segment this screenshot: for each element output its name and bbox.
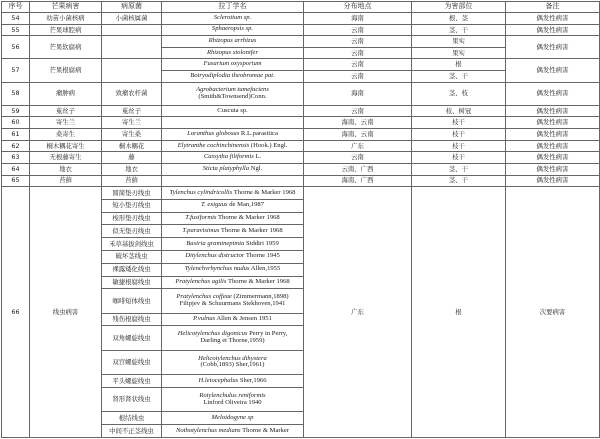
row-no: 60 <box>2 117 30 129</box>
table-row <box>2 129 600 141</box>
latin-authority: Sher,1966 <box>238 376 267 384</box>
latin-italic: Tylenchvrhynchus nudus <box>184 265 250 273</box>
latin-italic: Rhizopus arrhizus <box>208 37 257 45</box>
latin-authority: de Man,1987 <box>227 201 265 209</box>
row-no: 57 <box>2 59 30 82</box>
row-distribution: 海南 <box>304 13 412 25</box>
row-pathogen: 小菌核属菌 <box>102 13 162 25</box>
row-pathogen: 菟丝子 <box>102 105 162 117</box>
row-pathogen: 双角螺旋线虫 <box>102 326 162 350</box>
header-row <box>2 2 600 13</box>
latin-authority: Thorne & Marker 1968 <box>226 277 290 285</box>
row-part: 根 <box>412 187 506 438</box>
latin-authority-line2: (Cobb,1893) Sher,1961) <box>200 361 265 369</box>
row-no: 66 <box>2 187 30 438</box>
latin-italic: Loranthus globosus <box>187 129 240 137</box>
row-pathogen: 裸露矮化线虫 <box>102 263 162 276</box>
row-pathogen: 藤 <box>102 152 162 164</box>
latin-authority: Thorne & Marker <box>240 426 290 434</box>
disease-table <box>1 1 600 438</box>
row-latin <box>162 36 304 48</box>
latin-text: Cuscuta sp. <box>217 106 248 114</box>
row-note: 偶发性病害 <box>506 152 600 164</box>
row-latin <box>162 276 304 289</box>
row-pathogen: 平头螺旋线虫 <box>102 375 162 388</box>
latin-authority: Thorne & Marker 1968 <box>232 188 296 196</box>
row-disease: 桐木耦花寄生 <box>30 140 102 152</box>
row-disease: 无根藤寄生 <box>30 152 102 164</box>
row-disease: 地衣 <box>30 163 102 175</box>
row-latin <box>162 313 304 326</box>
row-disease: 瘤肿病 <box>30 82 102 105</box>
row-latin <box>162 289 304 313</box>
table-row <box>2 175 600 187</box>
row-disease: 苔藓 <box>30 175 102 187</box>
latin-italic: Nothotylenchus medians <box>175 426 241 434</box>
row-distribution: 海南 <box>304 82 412 105</box>
latin-italic: Botryodiplodia theobromae pat. <box>190 71 275 79</box>
latin-authority: Thorne & Marker 1968 <box>216 214 280 222</box>
row-pathogen: 咖啡短体线虫 <box>102 289 162 313</box>
row-latin <box>162 238 304 251</box>
row-pathogen: 苔藓 <box>102 175 162 187</box>
latin-italic: T. exiguus <box>200 201 228 209</box>
latin-italic: Sticta platyphylla <box>202 164 250 172</box>
row-distribution: 海南、广西 <box>304 175 412 187</box>
row-part: 茎、干 <box>412 163 506 175</box>
row-latin <box>162 212 304 225</box>
table-row <box>2 163 600 175</box>
row-no: 61 <box>2 129 30 141</box>
latin-italic: Tylenchus cylindricollis <box>169 188 233 196</box>
row-distribution: 广东 <box>304 187 412 438</box>
row-latin <box>162 326 304 350</box>
row-part: 根 <box>412 59 506 71</box>
latin-authority: Ngl. <box>249 164 263 172</box>
row-part: 茎、干 <box>412 175 506 187</box>
row-pathogen <box>102 59 162 82</box>
row-no: 59 <box>2 105 30 117</box>
table-row <box>2 140 600 152</box>
row-latin <box>162 175 304 187</box>
row-pathogen: 似无垫刃线虫 <box>102 225 162 238</box>
latin-italic: H.leiocephalus <box>198 376 239 384</box>
row-pathogen: 地衣 <box>102 163 162 175</box>
header-distribution: 分布地点 <box>304 2 412 13</box>
latin-italic: Pratylenchus agilis <box>175 277 227 285</box>
table-row <box>2 24 600 36</box>
latin-authority: R.L.parasitica <box>239 129 278 137</box>
row-latin <box>162 105 304 117</box>
latin-italic: Rotylenchulus reniformis <box>199 391 266 399</box>
latin-authority-line2: Filipjev & Schuurmans Stekhoven,1941 <box>179 299 286 307</box>
row-part: 枝干 <box>412 140 506 152</box>
row-pathogen: 寄生兰 <box>102 117 162 129</box>
header-pathogen: 病原菌 <box>102 2 162 13</box>
row-note: 偶发性病害 <box>506 105 600 117</box>
row-distribution: 云南、广西 <box>304 163 412 175</box>
row-pathogen: 短小垫刃线虫 <box>102 199 162 212</box>
row-part: 茎、干 <box>412 24 506 36</box>
table-row <box>2 59 600 71</box>
table-row <box>2 117 600 129</box>
table-row <box>2 36 600 48</box>
row-pathogen: 残伤根腐线虫 <box>102 313 162 326</box>
row-latin <box>162 140 304 152</box>
row-latin <box>162 71 304 83</box>
row-disease: 桑寄生 <box>30 129 102 141</box>
latin-italic: T.paravisimus <box>182 226 220 234</box>
row-disease: 线虫病害 <box>30 187 102 438</box>
row-latin <box>162 152 304 164</box>
row-pathogen: 敏捷根腐线虫 <box>102 276 162 289</box>
row-part: 果实 <box>412 47 506 59</box>
latin-italic: Basiria graminepimia <box>186 239 245 247</box>
latin-authority: L. <box>253 153 262 161</box>
latin-italic: Helicotylenchus dihystera <box>198 354 267 362</box>
row-latin <box>162 199 304 212</box>
latin-authority: Thorne & Marker 1968 <box>219 226 283 234</box>
row-latin <box>162 163 304 175</box>
table-row <box>2 105 600 117</box>
row-no: 63 <box>2 152 30 164</box>
row-distribution: 云南 <box>304 152 412 164</box>
row-pathogen: 桐木耦花 <box>102 140 162 152</box>
row-part: 茎、干 <box>412 71 506 83</box>
row-distribution: 云南 <box>304 59 412 71</box>
table-row <box>2 13 600 25</box>
row-distribution: 云南 <box>304 71 412 83</box>
latin-italic: T.fusiformis <box>185 214 217 222</box>
latin-italic: P.vulnus <box>193 315 216 323</box>
row-latin <box>162 187 304 200</box>
table-row <box>2 82 600 105</box>
row-disease: 芒果球腔病 <box>30 24 102 36</box>
row-latin <box>162 375 304 388</box>
row-part: 枝干 <box>412 129 506 141</box>
latin-italic: Rhizopus stolonifer <box>206 48 259 56</box>
row-pathogen: 中间不正茎线虫 <box>102 425 162 438</box>
latin-authority: Perry in Perry, <box>247 330 288 338</box>
row-pathogen: 梭形垫刃线虫 <box>102 212 162 225</box>
row-no: 54 <box>2 13 30 25</box>
row-distribution: 海南、云南 <box>304 117 412 129</box>
row-latin <box>162 59 304 71</box>
row-part: 枝干 <box>412 117 506 129</box>
row-note: 偶发性病害 <box>506 175 600 187</box>
row-note: 偶发性病害 <box>506 59 600 82</box>
row-pathogen: 寄生桑 <box>102 129 162 141</box>
row-no: 58 <box>2 82 30 105</box>
row-part: 果实 <box>412 36 506 48</box>
row-no: 56 <box>2 36 30 59</box>
row-note: 偶发性病害 <box>506 117 600 129</box>
row-pathogen: 破坏茎线虫 <box>102 250 162 263</box>
row-pathogen: 致瘤农杆菌 <box>102 82 162 105</box>
row-note: 偶发性病害 <box>506 36 600 59</box>
latin-italic: Elytranthe cochinchinensis <box>177 141 250 149</box>
row-latin <box>162 47 304 59</box>
row-pathogen: 双宫螺旋线虫 <box>102 350 162 374</box>
row-note: 偶发性病害 <box>506 129 600 141</box>
row-latin <box>162 425 304 438</box>
latin-italic: Agrobacterium tumefaciens <box>196 85 269 93</box>
row-pathogen <box>102 36 162 59</box>
row-distribution: 广东 <box>304 140 412 152</box>
latin-authority: Siddiri 1959 <box>244 239 279 247</box>
row-no: 65 <box>2 175 30 187</box>
row-disease: 幼苗小菌核病 <box>30 13 102 25</box>
latin-authority-line2: Darling et Thorne,1959) <box>200 337 265 345</box>
latin-authority: Allen,1955 <box>249 265 281 273</box>
row-note: 偶发性病害 <box>506 13 600 25</box>
row-no: 55 <box>2 24 30 36</box>
header-disease: 芒果病害 <box>30 2 102 13</box>
latin-authority-line2: Linford Oliveira 1940 <box>203 398 262 406</box>
row-disease: 寄生兰 <box>30 117 102 129</box>
row-distribution: 云南 <box>304 105 412 117</box>
row-note: 偶发性病害 <box>506 140 600 152</box>
latin-italic: Meloidogyne sp <box>211 413 254 421</box>
row-latin <box>162 250 304 263</box>
row-no: 62 <box>2 140 30 152</box>
row-part: 茎、枝 <box>412 82 506 105</box>
row-part: 枝干 <box>412 152 506 164</box>
row-latin <box>162 13 304 25</box>
row-distribution: 云南 <box>304 24 412 36</box>
row-no: 64 <box>2 163 30 175</box>
row-disease: 菟丝子 <box>30 105 102 117</box>
row-distribution: 云南 <box>304 36 412 48</box>
row-disease: 芒果根腐病 <box>30 59 102 82</box>
row-distribution: 云南 <box>304 47 412 59</box>
row-latin <box>162 225 304 238</box>
latin-authority: (Zimmermann,1898) <box>231 293 289 301</box>
table-row <box>2 187 600 200</box>
latin-authority: Thorne 1945 <box>244 252 280 260</box>
row-part: 根、茎 <box>412 13 506 25</box>
latin-authority: (Hook.) Engl. <box>249 141 288 149</box>
row-distribution: 海南、云南 <box>304 129 412 141</box>
row-latin <box>162 82 304 105</box>
row-latin <box>162 24 304 36</box>
row-note: 次要病害 <box>506 187 600 438</box>
latin-italic: Ditylenchus distructor <box>185 252 245 260</box>
latin-italic: Helicotylenchus digonicus <box>177 330 248 338</box>
header-part: 为害部位 <box>412 2 506 13</box>
latin-authority: Allen & Jensen 1951 <box>215 315 272 323</box>
header-no: 序号 <box>2 2 30 13</box>
row-note: 偶发性病害 <box>506 24 600 36</box>
row-part: 枝、树冠 <box>412 105 506 117</box>
header-latin: 拉丁学名 <box>162 2 304 13</box>
row-pathogen: 圆简垫刃线虫 <box>102 187 162 200</box>
row-pathogen: 禾草基拔剑线虫 <box>102 238 162 251</box>
latin-authority: (Smith&Townsend)Conn. <box>198 92 267 100</box>
latin-italic: Fusarium oxysporium <box>203 60 262 68</box>
latin-italic: Sphaeropsis sp. <box>211 25 254 33</box>
row-note: 偶发性病害 <box>506 82 600 105</box>
row-pathogen: 根结线虫 <box>102 412 162 425</box>
row-disease: 芒果软腐病 <box>30 36 102 59</box>
latin-italic: Pratylenchus coffeae <box>176 293 232 301</box>
row-latin <box>162 117 304 129</box>
row-latin <box>162 263 304 276</box>
table-row <box>2 152 600 164</box>
row-latin <box>162 350 304 374</box>
row-latin <box>162 387 304 411</box>
row-latin <box>162 129 304 141</box>
latin-italic: Cassytha filiformis <box>203 153 254 161</box>
row-note: 偶发性病害 <box>506 163 600 175</box>
header-note: 备注 <box>506 2 600 13</box>
row-pathogen: 肾形肾状线虫 <box>102 387 162 411</box>
row-pathogen <box>102 24 162 36</box>
row-latin <box>162 412 304 425</box>
latin-italic: Sclerotium sp. <box>213 13 252 21</box>
